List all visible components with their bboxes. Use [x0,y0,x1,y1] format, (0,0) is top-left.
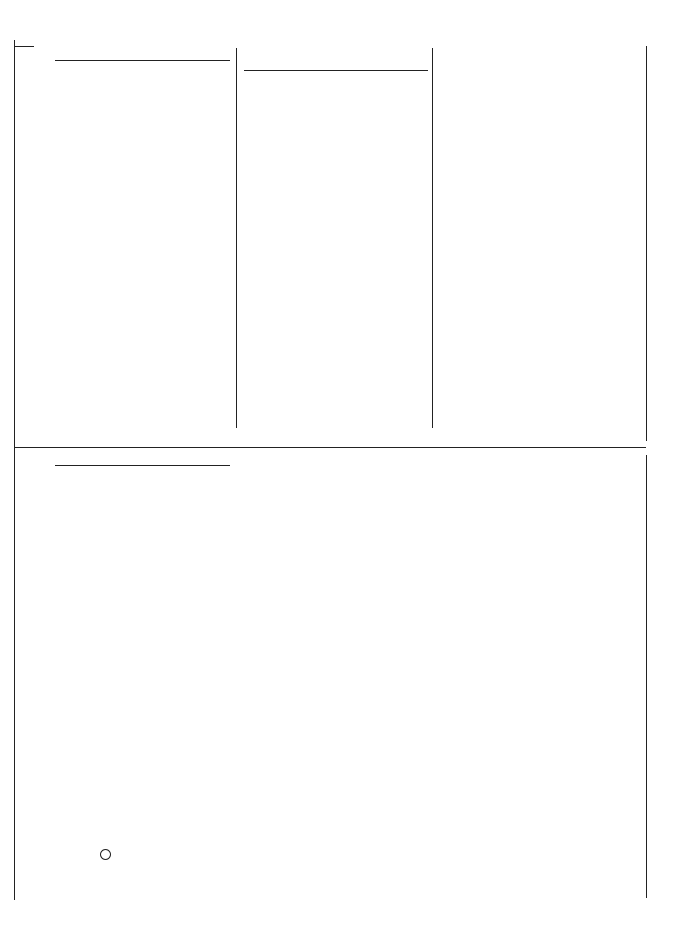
figure-legend [100,849,111,862]
col-divider-2 [432,48,433,428]
left-margin-line [14,40,15,900]
adressen-title [244,68,428,71]
right-border-bottom [646,455,647,898]
legend-circle-icon [100,849,111,860]
col-divider-1 [236,48,237,428]
right-border-top [646,46,647,441]
section-divider [14,447,646,448]
load-settlement-charts [46,574,646,894]
agenda-column-1 [55,58,230,103]
agenda-column-2 [244,56,428,85]
rectificatie-section [55,462,230,476]
rectificatie-title [55,462,230,466]
top-rule [14,46,34,47]
